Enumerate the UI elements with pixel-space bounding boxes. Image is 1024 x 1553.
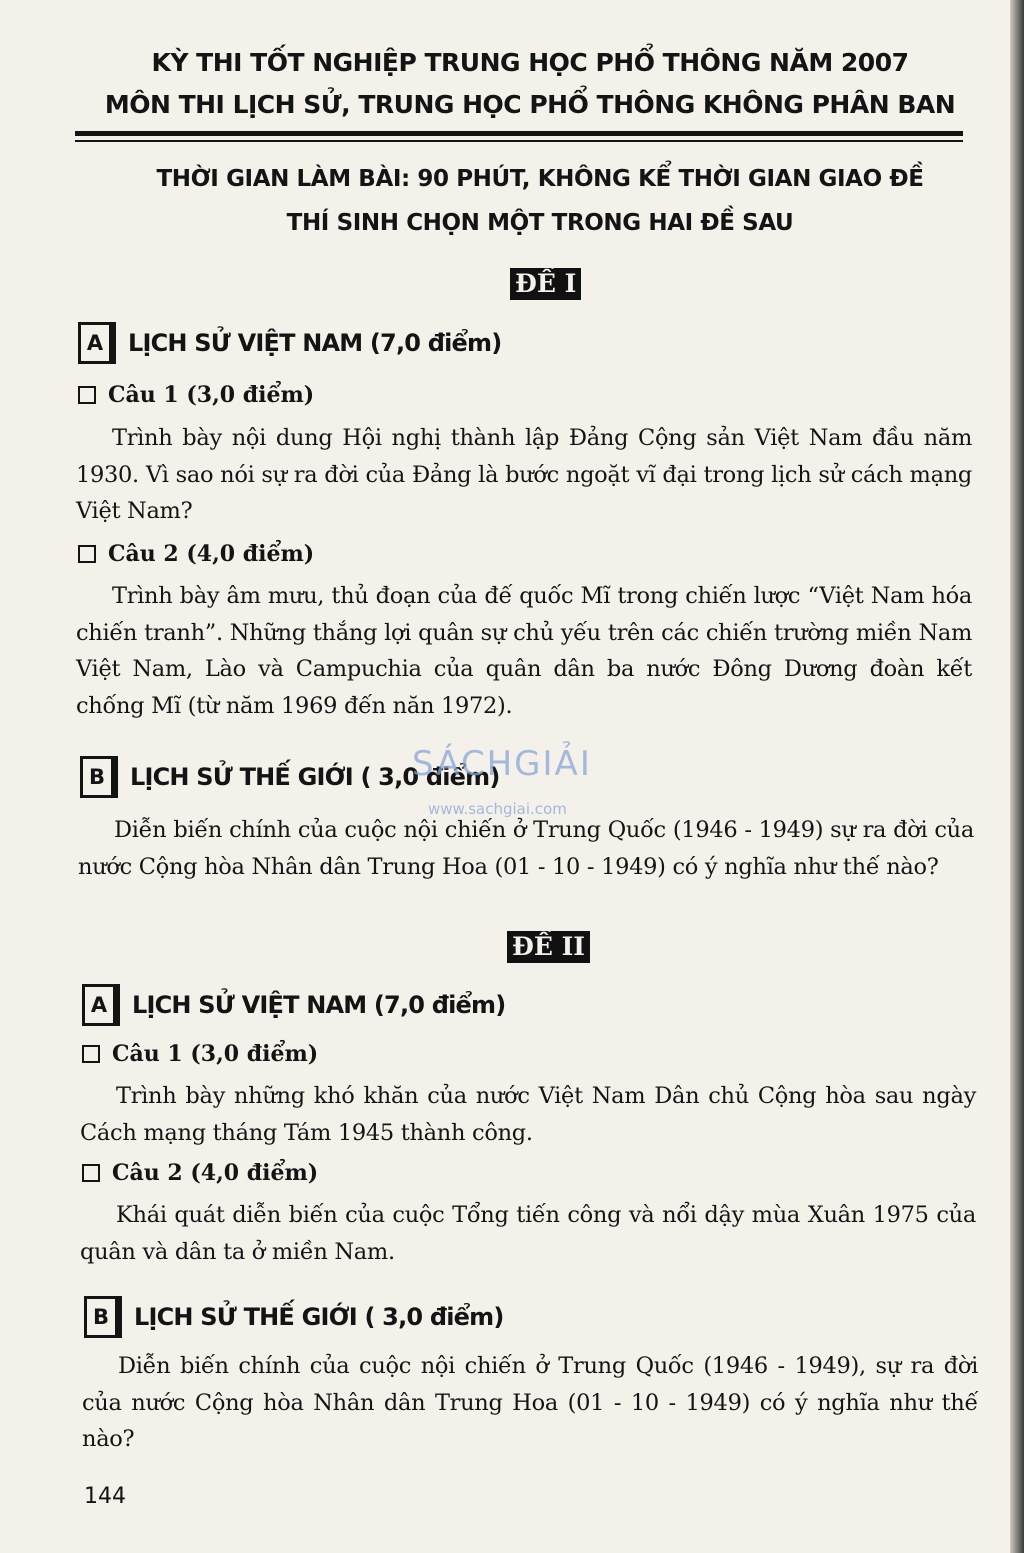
section-letter-box: B — [84, 1296, 122, 1338]
section-letter-box: B — [80, 756, 118, 798]
de2-question-1-label — [82, 1041, 318, 1067]
checkbox-bullet-icon — [82, 1164, 100, 1182]
question-label: Câu 1 (3,0 điểm) — [108, 382, 315, 408]
de1-question-1-label — [78, 382, 314, 408]
section-title: LỊCH SỬ VIỆT NAM (7,0 điểm) — [128, 329, 502, 357]
exam-subject: MÔN THI LỊCH SỬ, TRUNG HỌC PHỔ THÔNG KHÔNG PHÂN BAN — [104, 90, 956, 119]
exam-time-note: THỜI GIAN LÀM BÀI: 90 PHÚT, KHÔNG KỂ THỜI GIAN GIAO ĐỀ — [156, 166, 924, 192]
exam-choose-note: THÍ SINH CHỌN MỘT TRONG HAI ĐỀ SAU — [286, 210, 794, 236]
de1-question-2-label — [78, 541, 314, 567]
section-title: LỊCH SỬ VIỆT NAM (7,0 điểm) — [132, 991, 506, 1019]
header-rule-thick — [75, 131, 963, 136]
checkbox-bullet-icon — [82, 1045, 100, 1063]
section-title: LỊCH SỬ THẾ GIỚI ( 3,0 điểm) — [134, 1303, 504, 1331]
section-letter-box: A — [78, 322, 116, 364]
de2-section-b-text: Diễn biến chính của cuộc nội chiến ở Trung Quốc (1946 - 1949), sự ra đời của nước Cộng hòa Nhân dân Trung Hoa (01 - 10 - 1949) có ý nghĩa như thế nào? — [82, 1353, 978, 1452]
checkbox-bullet-icon — [78, 386, 96, 404]
checkbox-bullet-icon — [78, 545, 96, 563]
question-label: Câu 1 (3,0 điểm) — [112, 1041, 319, 1067]
question-label: Câu 2 (4,0 điểm) — [108, 541, 315, 567]
section-letter-box: A — [82, 984, 120, 1026]
de1-section-a-heading — [78, 322, 501, 364]
watermark-url: www.sachgiai.com — [428, 800, 567, 818]
watermark — [412, 730, 632, 820]
question-label: Câu 2 (4,0 điểm) — [112, 1160, 319, 1186]
section-title: LỊCH SỬ THẾ GIỚI ( 3,0 điểm) — [130, 763, 500, 791]
de1-badge: ĐỀ I — [510, 268, 581, 300]
de2-question-2-label — [82, 1160, 318, 1186]
de2-badge: ĐỀ II — [507, 931, 590, 963]
de1-section-b-text: Diễn biến chính của cuộc nội chiến ở Trung Quốc (1946 - 1949) sự ra đời của nước Cộng hòa Nhân dân Trung Hoa (01 - 10 - 1949) có ý nghĩa như thế nào? — [78, 817, 974, 880]
de2-section-a-heading — [82, 984, 505, 1026]
exam-title: KỲ THI TỐT NGHIỆP TRUNG HỌC PHỔ THÔNG NĂM 2007 — [151, 48, 909, 77]
de1-question-2-text: Trình bày âm mưu, thủ đoạn của đế quốc Mĩ trong chiến lược “Việt Nam hóa chiến tranh”. Những thắng lợi quân sự chủ yếu trên các chiến trường miền Nam Việt Nam, Lào và Campuchia của quân dân ba nước Đông Dương đoàn kết chống Mĩ (từ năm 1969 đến năn 1972). — [76, 583, 972, 719]
de2-section-b-heading — [84, 1296, 504, 1338]
de2-question-1-text: Trình bày những khó khăn của nước Việt Nam Dân chủ Cộng hòa sau ngày Cách mạng tháng Tám 1945 thành công. — [80, 1083, 976, 1146]
de2-question-2-text: Khái quát diễn biến của cuộc Tổng tiến công và nổi dậy mùa Xuân 1975 của quân và dân ta ở miền Nam. — [80, 1202, 976, 1265]
page-number: 144 — [84, 1484, 126, 1509]
watermark-logo: SÁCHGIẢI — [412, 744, 592, 784]
de1-question-1-text: Trình bày nội dung Hội nghị thành lập Đảng Cộng sản Việt Nam đầu năm 1930. Vì sao nói sự ra đời của Đảng là bước ngoặt vĩ đại trong lịch sử cách mạng Việt Nam? — [76, 425, 972, 524]
header-rule-thin — [75, 140, 963, 142]
